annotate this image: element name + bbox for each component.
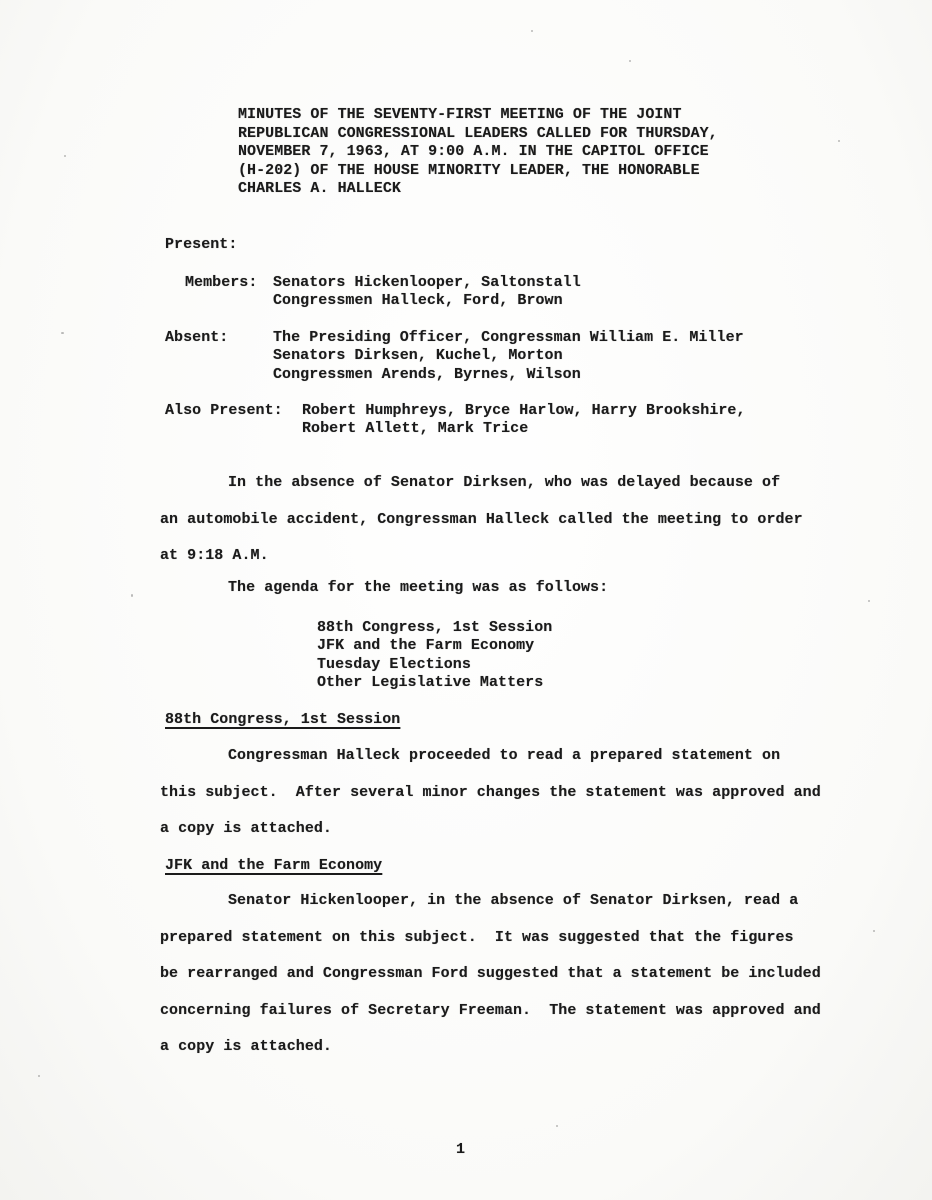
scan-speck (131, 594, 133, 597)
page-number: 1 (456, 1141, 466, 1158)
title-line: CHARLES A. HALLECK (238, 180, 401, 197)
paragraph-line: a copy is attached. (160, 820, 332, 838)
paragraph-line: be rearranged and Congressman Ford suggested that a statement be included (160, 965, 821, 983)
absent-label: Absent: (165, 329, 229, 346)
paragraph-line: this subject. After several minor changes the statement was approved and (160, 783, 821, 801)
title-line: MINUTES OF THE SEVENTY-FIRST MEETING OF THE JOINT (238, 106, 682, 123)
agenda-item: JFK and the Farm Economy (317, 637, 535, 655)
paragraph-line: an automobile accident, Congressman Halleck called the meeting to order (160, 510, 803, 528)
absent-list (273, 329, 744, 384)
paragraph-line: prepared statement on this subject. It was suggested that the figures (160, 928, 794, 946)
agenda-intro: The agenda for the meeting was as follows: (228, 579, 609, 596)
scan-speck (61, 332, 64, 334)
paragraph-line: Congressman Halleck proceeded to read a prepared statement on (228, 747, 781, 764)
section-heading-88th-congress: 88th Congress, 1st Session (165, 711, 401, 728)
document-title (238, 106, 718, 199)
agenda-list (317, 619, 552, 692)
scan-speck (873, 930, 875, 932)
scan-speck (556, 1125, 558, 1127)
also-present-label: Also Present: (165, 402, 283, 419)
paragraph-line: concerning failures of Secretary Freeman. The statement was approved and (160, 1001, 821, 1019)
title-line: (H-202) OF THE HOUSE MINORITY LEADER, THE HONORABLE (238, 161, 700, 179)
paragraph-line: at 9:18 A.M. (160, 547, 269, 565)
agenda-item: Other Legislative Matters (317, 673, 544, 691)
members-line: Congressmen Halleck, Ford, Brown (273, 292, 563, 310)
members-line: Senators Hickenlooper, Saltonstall (273, 274, 581, 291)
scan-speck (531, 30, 533, 32)
agenda-item: Tuesday Elections (317, 655, 471, 673)
paragraph-line: a copy is attached. (160, 1038, 332, 1056)
scan-speck (38, 1075, 40, 1077)
opening-paragraph (160, 465, 803, 575)
also-present-list (302, 402, 746, 439)
absent-line: Congressmen Arends, Byrnes, Wilson (273, 365, 581, 383)
members-list (273, 274, 581, 311)
paragraph-line: In the absence of Senator Dirksen, who was delayed because of (228, 474, 781, 491)
also-present-line: Robert Humphreys, Bryce Harlow, Harry Brookshire, (302, 402, 746, 419)
scan-speck (838, 140, 840, 142)
scan-speck (868, 600, 870, 602)
absent-line: The Presiding Officer, Congressman William E. Miller (273, 329, 744, 346)
section-paragraph-88th-congress (160, 738, 821, 848)
paragraph-line: Senator Hickenlooper, in the absence of Senator Dirksen, read a (228, 892, 799, 909)
agenda-item: 88th Congress, 1st Session (317, 619, 553, 636)
section-paragraph-jfk-farm-economy (160, 883, 821, 1066)
also-present-line: Robert Allett, Mark Trice (302, 420, 529, 438)
absent-line: Senators Dirksen, Kuchel, Morton (273, 347, 563, 365)
members-label: Members: (185, 274, 258, 291)
section-heading-jfk-farm-economy: JFK and the Farm Economy (165, 857, 383, 874)
title-line: NOVEMBER 7, 1963, AT 9:00 A.M. IN THE CAPITOL OFFICE (238, 143, 709, 160)
present-label: Present: (165, 236, 238, 253)
scan-speck (629, 60, 631, 62)
scan-speck (64, 155, 66, 157)
title-line: REPUBLICAN CONGRESSIONAL LEADERS CALLED FOR THURSDAY, (238, 124, 718, 142)
